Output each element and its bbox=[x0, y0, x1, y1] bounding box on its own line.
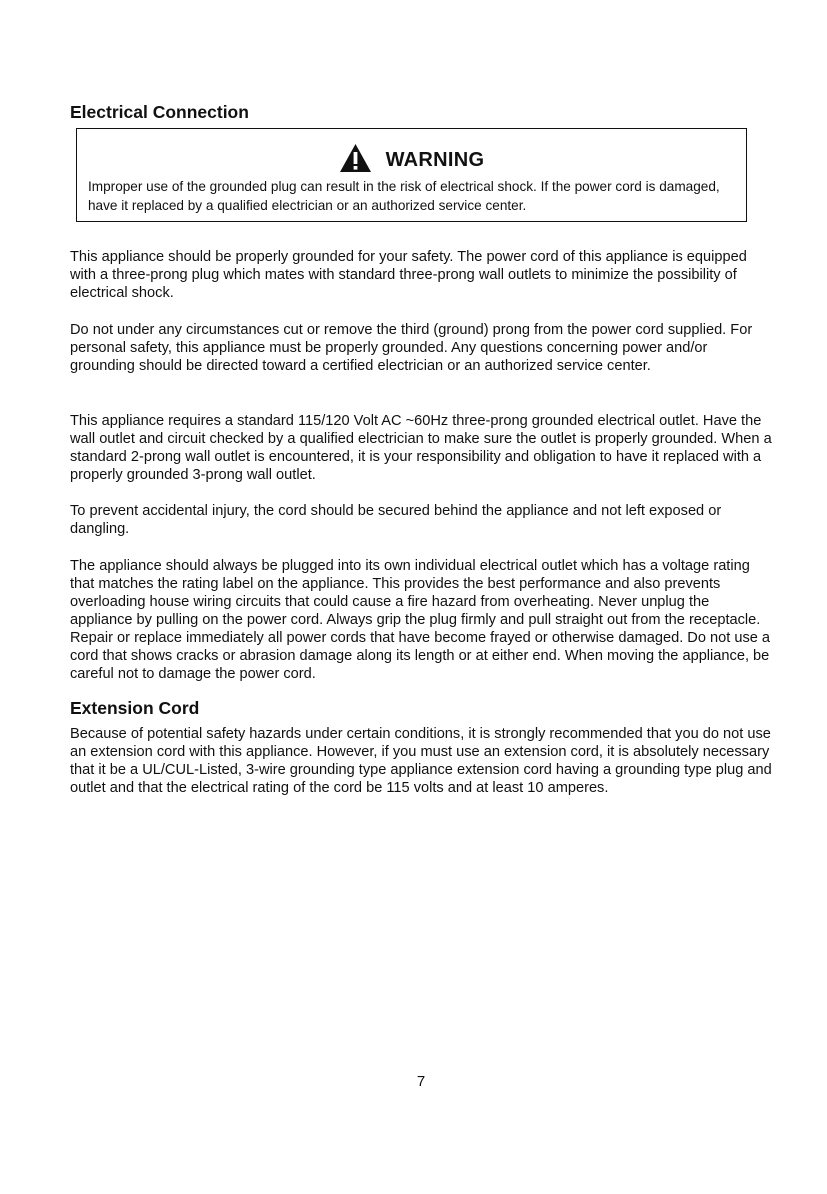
extension-cord-heading: Extension Cord bbox=[70, 698, 200, 718]
warning-box bbox=[76, 128, 747, 222]
electrical-connection-heading: Electrical Connection bbox=[70, 102, 249, 122]
page-number: 7 bbox=[416, 1073, 426, 1090]
paragraph-ground-prong: Do not under any circumstances cut or remove the third (ground) prong from the power cord supplied. For personal safety, this appliance must be properly grounded. Any questions concerning power and/or grounding should be directed toward a certified electrician or an authorized service center. bbox=[70, 322, 753, 374]
paragraph-outlet-requirements: This appliance requires a standard 115/120 Volt AC ~60Hz three-prong grounded electrical outlet. Have the wall outlet and circuit checked by a qualified electrician to make sure the outlet is properly grounded. When a standard 2-prong wall outlet is encountered, it is your responsibility and obligation to have it replaced with a properly grounded 3-prong wall outlet. bbox=[70, 413, 772, 483]
paragraph-cord-securing: To prevent accidental injury, the cord should be secured behind the appliance and not left exposed or dangling. bbox=[70, 503, 722, 537]
warning-title-row bbox=[77, 133, 746, 173]
warning-triangle-icon bbox=[339, 143, 372, 173]
paragraph-individual-outlet: The appliance should always be plugged into its own individual electrical outlet which has a voltage rating that matches the rating label on the appliance. This provides the best performance and also prevents overloading house wiring circuits that could cause a fire hazard from overheating. Never unplug the appliance by pulling on the power cord. Always grip the plug firmly and pull straight out from the receptacle. Repair or replace immediately all power cords that have become frayed or otherwise damaged. Do not use a cord that shows cracks or abrasion damage along its length or at either end. When moving the appliance, be careful not to damage the power cord. bbox=[70, 558, 771, 682]
warning-text: Improper use of the grounded plug can result in the risk of electrical shock. If the power cord is damaged, have it replaced by a qualified electrician or an authorized service center. bbox=[88, 179, 720, 213]
warning-title: WARNING bbox=[385, 149, 485, 171]
paragraph-grounding: This appliance should be properly grounded for your safety. The power cord of this appliance is equipped with a three-prong plug which mates with standard three-prong wall outlets to minimize the possibility of electrical shock. bbox=[70, 249, 747, 301]
paragraph-extension-cord: Because of potential safety hazards under certain conditions, it is strongly recommended that you do not use an extension cord with this appliance. However, if you must use an extension cord, it is absolutely necessary that it be a UL/CUL-Listed, 3-wire grounding type appliance extension cord having a grounding type plug and outlet and that the electrical rating of the cord be 115 volts and at least 10 amperes. bbox=[70, 726, 772, 796]
